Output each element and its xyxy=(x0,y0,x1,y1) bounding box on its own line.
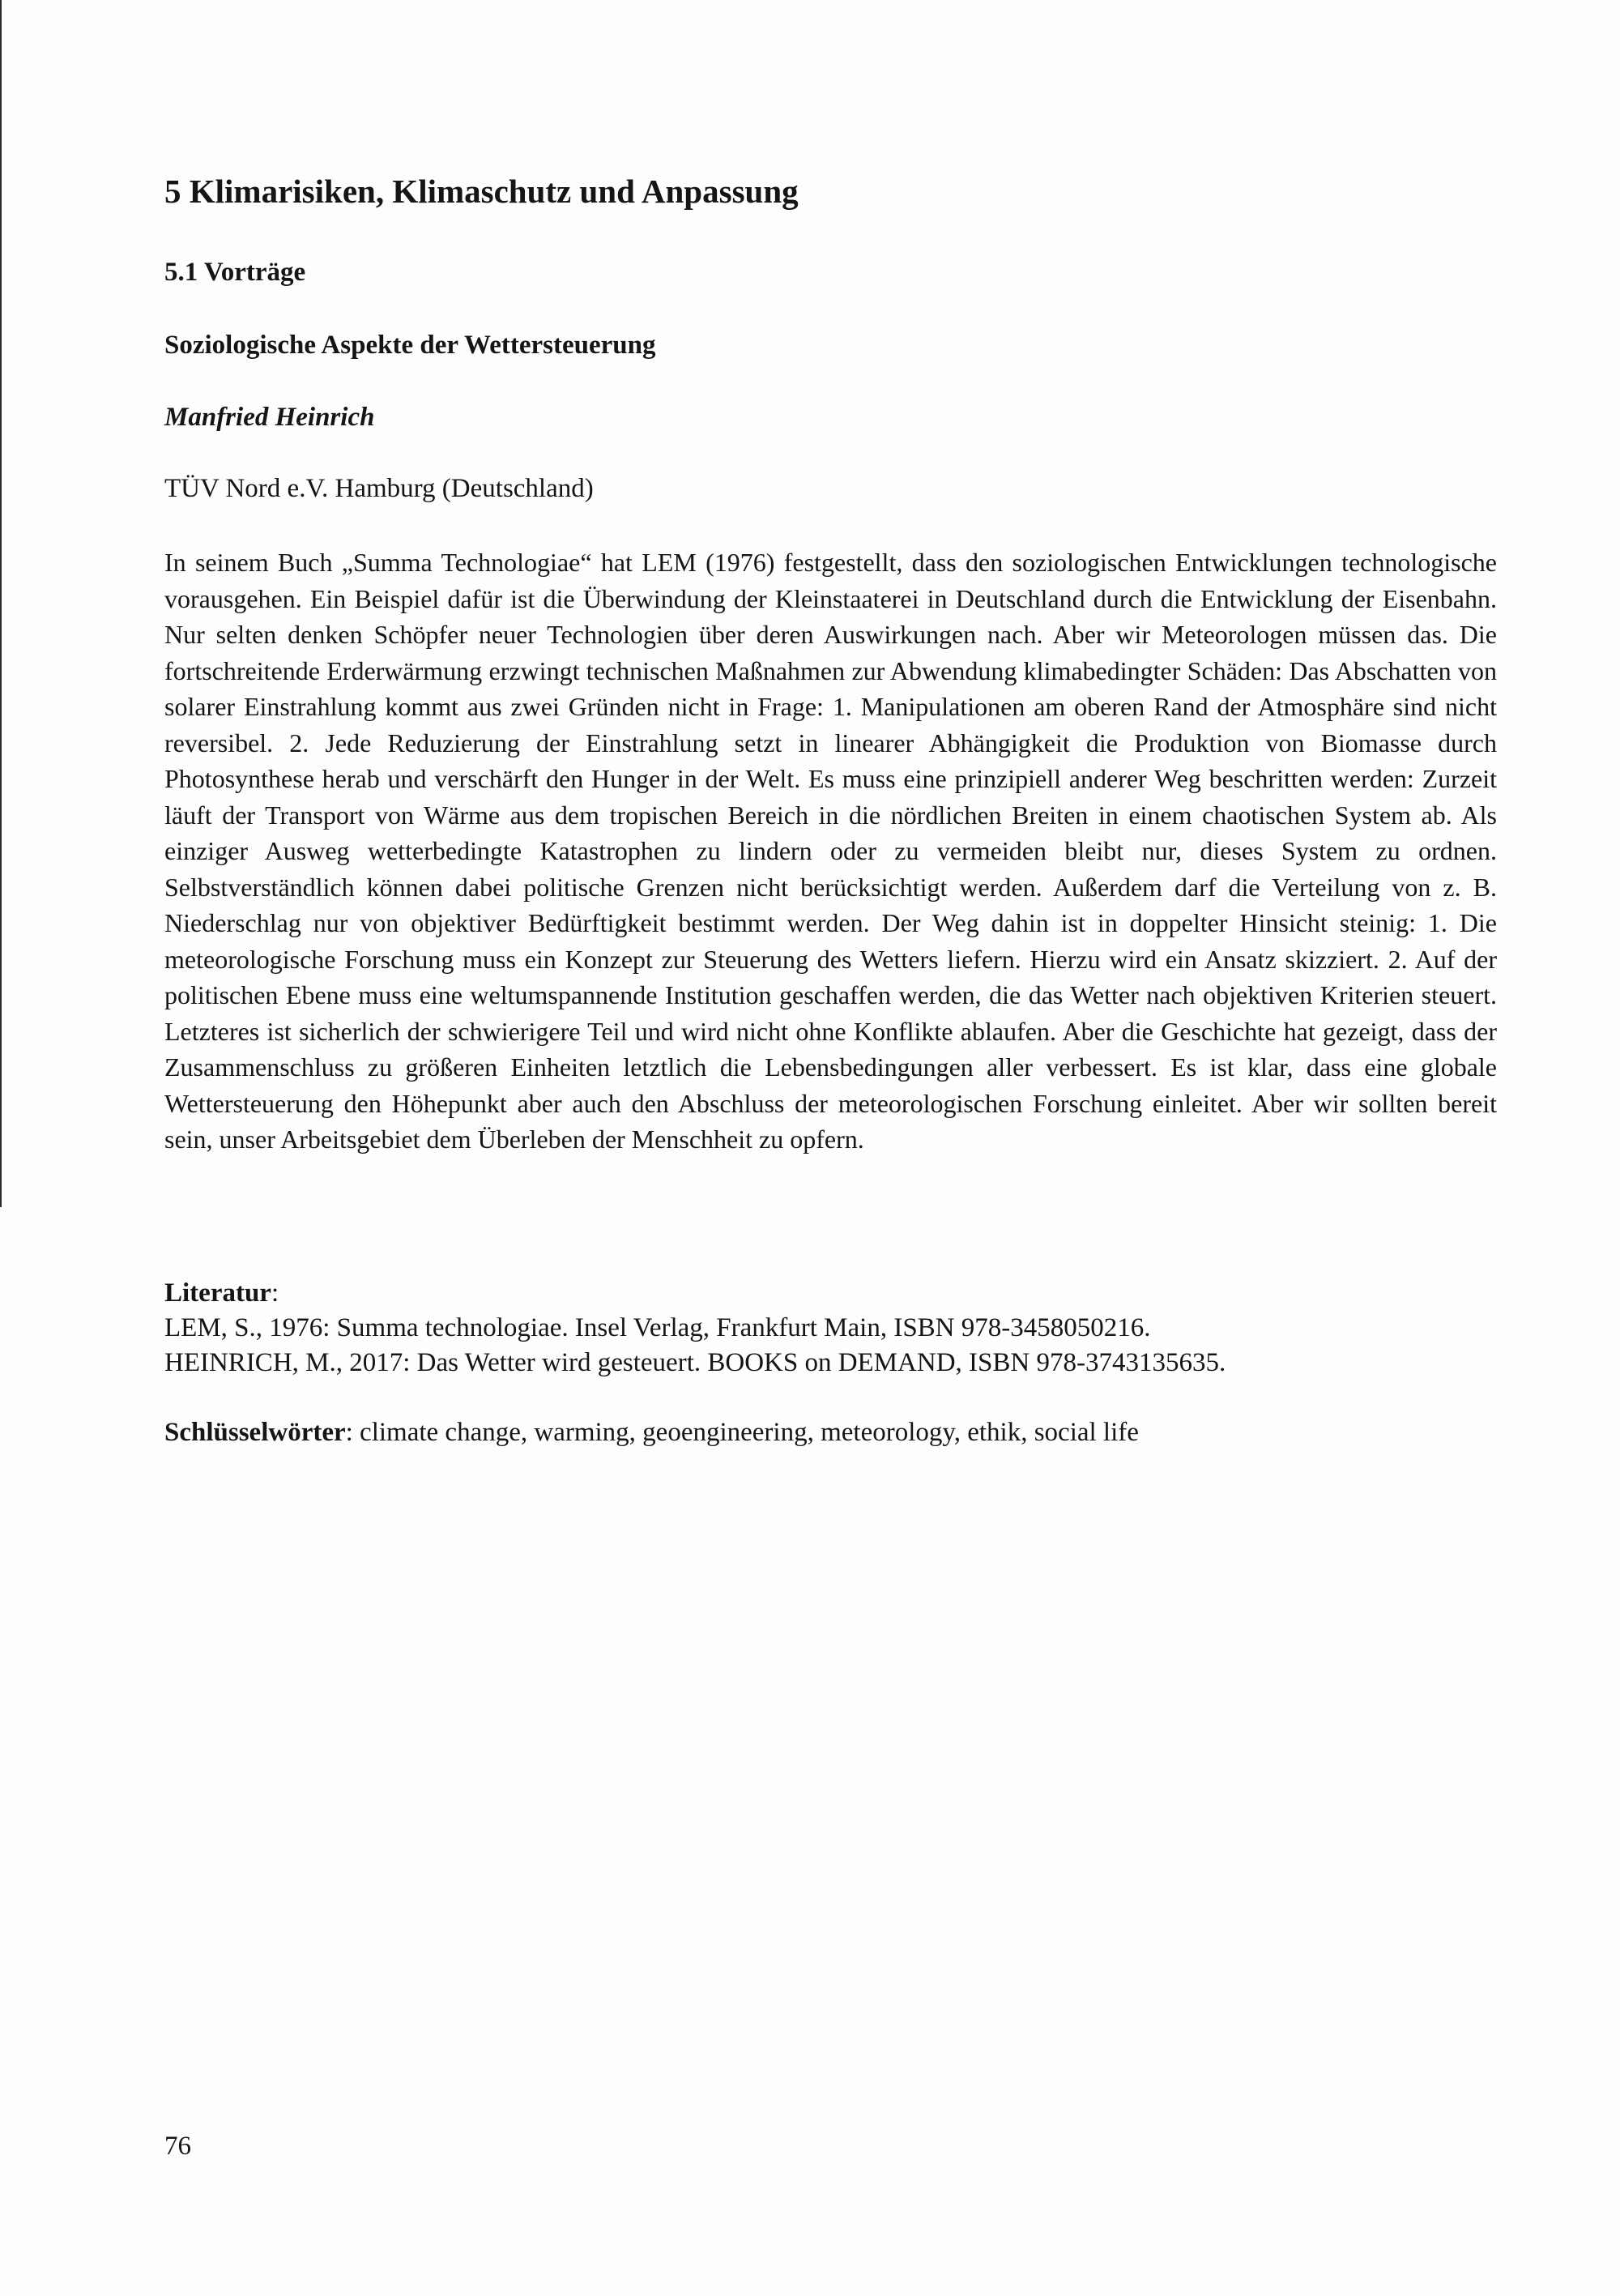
keywords-line xyxy=(164,1418,1139,1448)
keywords-label: Schlüsselwörter xyxy=(164,1418,346,1447)
abstract-text: In seinem Buch „Summa Technologiae“ hat LEM (1976) festgestellt, dass den soziologischen Entwicklungen technologische vorausgehen. Ein Beispiel dafür ist die Überwindung der Kleinstaaterei in Deutschland durch die Entwicklung der Eisenbahn. Nur selten denken Schöpfer neuer Technologien über deren Auswirkungen nach. Aber wir Meteorologen müssen das. Die fortschreitende Erderwärmung erzwingt technischen Maßnahmen zur Abwendung klimabedingter Schäden: Das Abschatten von solarer Einstrahlung kommt aus zwei Gründen nicht in Frage: 1. Manipulationen am oberen Rand der Atmosphäre sind nicht reversibel. 2. Jede Reduzierung der Einstrahlung setzt in linearer Abhängigkeit die Produktion von Biomasse durch Photosynthese herab und verschärft den Hunger in der Welt. Es muss eine prinzipiell anderer Weg beschritten werden: Zurzeit läuft der Transport von Wärme aus dem tropischen Bereich in die nördlichen Breiten in einem chaotischen System ab. Als einziger Ausweg wetterbedingte Katastrophen zu lindern oder zu vermeiden bleibt nur, dieses System zu ordnen. Selbstverständlich können dabei politische Grenzen nicht berücksichtigt werden. Außerdem darf die Verteilung von z. B. Niederschlag nur von objektiver Bedürftigkeit bestimmt werden. Der Weg dahin ist in doppelter Hinsicht steinig: 1. Die meteorologische Forschung muss ein Konzept zur Steuerung des Wetters liefern. Hierzu wird ein Ansatz skizziert. 2. Auf der politischen Ebene muss eine weltumspannende Institution geschaffen werden, die das Wetter nach objektiven Kriterien steuert. Letzteres ist sicherlich der schwierigere Teil und wird nicht ohne Konflikte ablaufen. Aber die Geschichte hat gezeigt, dass der Zusammenschluss zu größeren Einheiten letztlich die Lebensbedingungen aller verbessert. Es ist klar, dass eine globale Wettersteuerung den Höhepunkt aber auch den Abschluss der meteorologischen Forschung einleitet. Aber wir sollten bereit sein, unser Arbeitsgebiet dem Überleben der Menschheit zu opfern. xyxy=(164,548,1497,1154)
literature-heading-label: Literatur xyxy=(164,1278,271,1308)
literature-heading-colon: : xyxy=(271,1278,279,1308)
author-affiliation: TÜV Nord e.V. Hamburg (Deutschland) xyxy=(164,474,594,503)
author-name: Manfried Heinrich xyxy=(164,403,375,432)
page-number: 76 xyxy=(164,2132,191,2161)
scan-edge xyxy=(0,0,2,1207)
chapter-title: 5 Klimarisiken, Klimaschutz und Anpassung xyxy=(164,173,799,210)
keywords-text: : climate change, warming, geoengineering, meteorology, ethik, social life xyxy=(345,1418,1139,1447)
literature-heading xyxy=(164,1278,279,1308)
reference-item: LEM, S., 1976: Summa technologiae. Insel Verlag, Frankfurt Main, ISBN 978-3458050216. xyxy=(164,1313,1151,1342)
section-title: 5.1 Vorträge xyxy=(164,258,306,287)
reference-item: HEINRICH, M., 2017: Das Wetter wird gesteuert. BOOKS on DEMAND, ISBN 978-3743135635. xyxy=(164,1348,1226,1377)
paper-title: Soziologische Aspekte der Wettersteuerung xyxy=(164,331,656,360)
